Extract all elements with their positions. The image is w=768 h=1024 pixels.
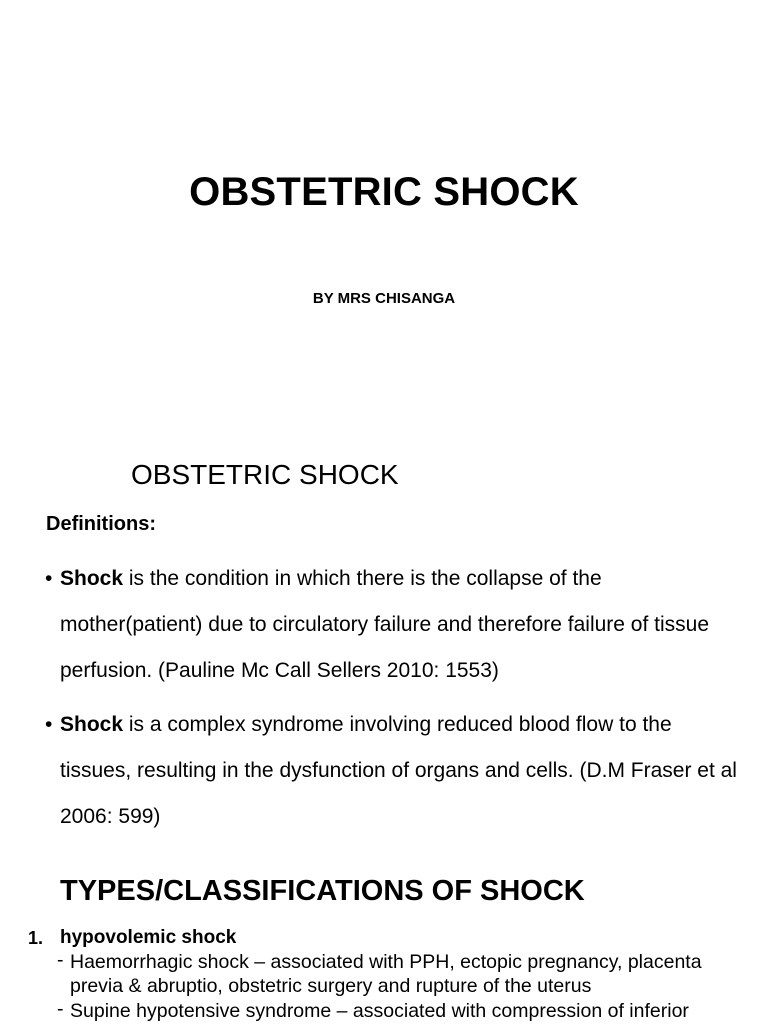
definition-item [45, 702, 745, 840]
dash-icon: - [57, 949, 64, 971]
shock-type-name: hypovolemic shock [60, 927, 237, 948]
definition-text: is the condition in which there is the collapse of the mother(patient) due to circulatory failure and therefore failure of tissue perfusion. (Pauline Mc Call Sellers 2010: 1553) [60, 567, 710, 682]
bullet-icon: • [45, 713, 53, 736]
definitions-slide-heading: OBSTETRIC SHOCK [131, 459, 399, 490]
list-number: 1. [28, 928, 44, 948]
types-slide-heading: TYPES/CLASSIFICATIONS OF SHOCK [60, 875, 585, 907]
definition-text: is a complex syndrome involving reduced blood flow to the tissues, resulting in the dysfunction of organs and cells. (D.M Fraser et al 2006: 599) [60, 713, 737, 828]
definition-term: Shock [60, 567, 124, 590]
shock-type-item [28, 926, 748, 1023]
definitions-label: Definitions: [46, 513, 156, 535]
shock-subtype-text: Supine hypotensive syndrome – associated with compression of inferior [70, 1000, 689, 1022]
shock-subtype-item [57, 998, 748, 1023]
dash-icon: - [57, 998, 64, 1020]
shock-types-list [28, 926, 748, 1024]
shock-subtype-item [57, 949, 748, 998]
bullet-icon: • [45, 567, 53, 590]
definition-term: Shock [60, 713, 124, 736]
title-slide-heading: OBSTETRIC SHOCK [189, 170, 579, 214]
shock-subtype-list [57, 949, 748, 1023]
author-line: BY MRS CHISANGA [312, 290, 456, 307]
definition-item [45, 556, 745, 694]
shock-subtype-text: Haemorrhagic shock – associated with PPH, ectopic pregnancy, placenta previa & abruptio, obstetric surgery and rupture of the uterus [70, 951, 702, 997]
definitions-list [45, 556, 745, 848]
